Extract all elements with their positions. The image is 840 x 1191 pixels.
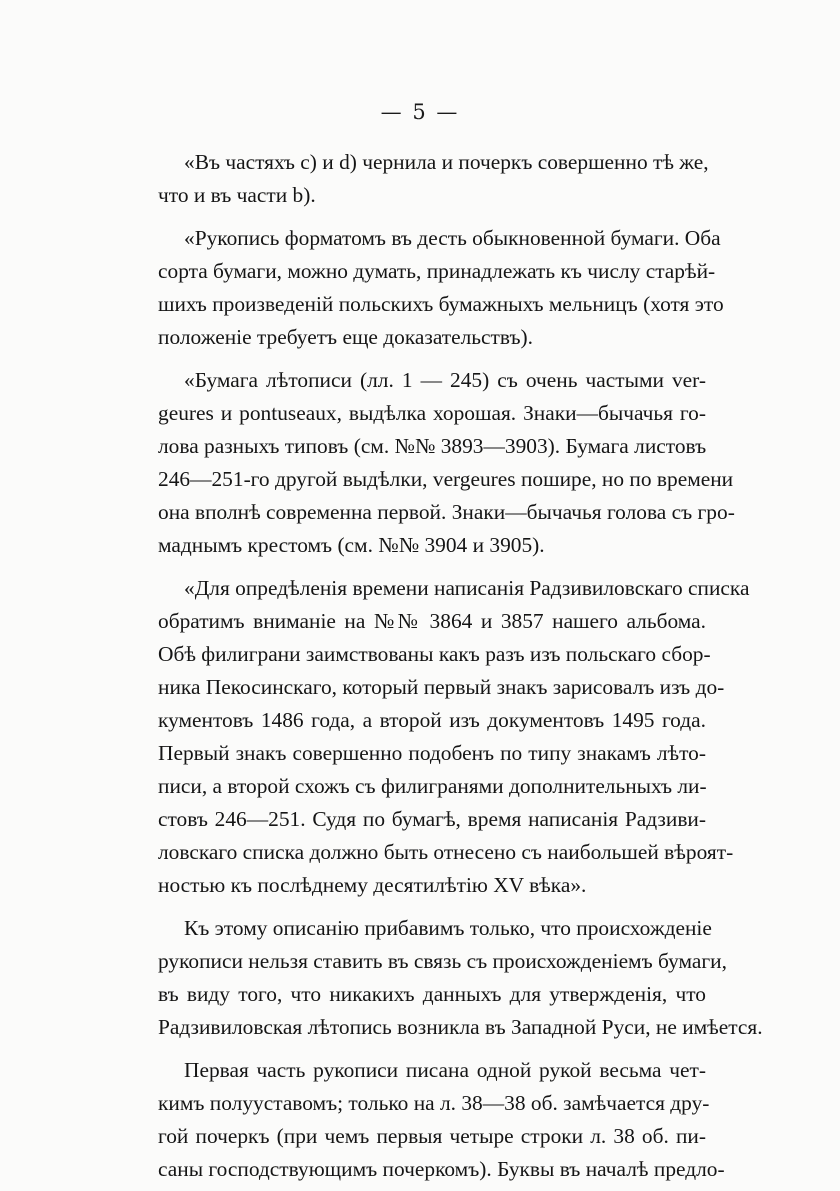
text-line: кументовъ 1486 года, а второй изъ документовъ 1495 года.	[158, 708, 706, 732]
text-line: писи, а второй схожъ съ филигранями дополнительныхъ ли-	[158, 774, 707, 798]
text-line: ностью къ послѣднему десятилѣтію XV вѣка».	[158, 873, 587, 897]
body-text	[158, 146, 763, 1191]
text-line: стовъ 246—251. Судя по бумагѣ, время написанія Радзиви-	[158, 807, 706, 831]
paragraph-6	[158, 1054, 725, 1186]
paragraph-3	[158, 364, 735, 562]
text-line: рукописи нельзя ставить въ связь съ происхожденіемъ бумаги,	[158, 949, 727, 973]
text-line: что и въ части b).	[158, 183, 316, 207]
text-line: Обѣ филиграни заимствованы какъ разъ изъ польскаго сбор-	[158, 642, 711, 666]
text-line: «Для опредѣленія времени написанія Радзивиловскаго списка	[184, 576, 750, 600]
text-line: «Рукопись форматомъ въ десть обыкновенной бумаги. Оба	[184, 226, 721, 250]
text-line: гой почеркъ (при чемъ первыя четыре строки л. 38 об. пи-	[158, 1124, 706, 1148]
paragraph-4	[158, 572, 750, 902]
text-line: маднымъ крестомъ (см. №№ 3904 и 3905).	[158, 533, 545, 557]
text-line: она вполнѣ современна первой. Знаки—бычачья голова съ гро-	[158, 500, 735, 524]
text-line: 246—251-го другой выдѣлки, vergeures пошире, но по времени	[158, 467, 734, 491]
paragraph-1	[158, 146, 709, 212]
text-line: положеніе требуетъ еще доказательствъ).	[158, 325, 534, 349]
text-line: «Въ частяхъ c) и d) чернила и почеркъ совершенно тѣ же,	[184, 150, 709, 174]
text-line: въ виду того, что никакихъ данныхъ для утвержденія, что	[158, 982, 706, 1006]
text-line: Къ этому описанію прибавимъ только, что происхожденіе	[184, 916, 712, 940]
text-line: ловскаго списка должно быть отнесено съ наибольшей вѣроят-	[158, 840, 734, 864]
text-line: кимъ полууставомъ; только на л. 38—38 об. замѣчается дру-	[158, 1091, 710, 1115]
text-line: Первая часть рукописи писана одной рукой весьма чет-	[184, 1058, 706, 1082]
text-line: «Бумага лѣтописи (лл. 1 — 245) съ очень частыми ver-	[184, 368, 706, 392]
text-line: шихъ произведеній польскихъ бумажныхъ мельницъ (хотя это	[158, 292, 724, 316]
text-line: ника Пекосинскаго, который первый знакъ зарисовалъ изъ до-	[158, 675, 725, 699]
text-line: geures и pontuseaux, выдѣлка хорошая. Знаки—бычачья го-	[158, 401, 706, 425]
paragraph-2	[158, 222, 724, 354]
page-number: — 5 —	[380, 100, 460, 124]
paragraph-5	[158, 912, 763, 1044]
text-line: Радзивиловская лѣтопись возникла въ Западной Руси, не имѣется.	[158, 1015, 763, 1039]
text-line: лова разныхъ типовъ (см. №№ 3893—3903). Бумага листовъ	[158, 434, 707, 458]
text-line: сорта бумаги, можно думать, принадлежать къ числу старѣй-	[158, 259, 716, 283]
text-line: саны господствующимъ почеркомъ). Буквы въ началѣ предло-	[158, 1157, 725, 1181]
text-line: обратимъ вниманіе на №№ 3864 и 3857 нашего альбома.	[158, 609, 706, 633]
text-line: Первый знакъ совершенно подобенъ по типу знакамъ лѣто-	[158, 741, 706, 765]
